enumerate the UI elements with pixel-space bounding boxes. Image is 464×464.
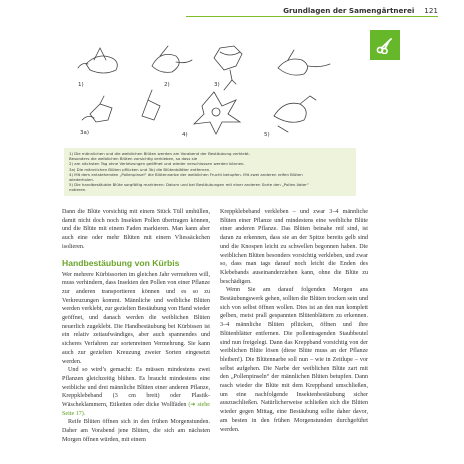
page-reference-link[interactable]: (➔ siehe Seite 17).	[62, 402, 210, 417]
caption-line: wiederholen.	[69, 177, 95, 183]
chapter-tab	[370, 30, 400, 60]
paragraph	[62, 366, 210, 418]
figure-number: 2)	[164, 82, 170, 88]
caption-line: 1) Die männlichen und die weiblichen Blüten werden am Vorabend der Bestäubung verklebt.	[69, 151, 250, 156]
caption-line: 3a) Die männlichen Blüten pflücken und 3b) die Blütenblätter entfernen.	[69, 166, 211, 172]
page-header	[186, 4, 438, 17]
paragraph: Wer mehrere Kürbissorten im gleichen Jahr vermehren will, muss verhindern, dass Insekten den Pollen von einer Pflanze zur anderen transportieren können und es so zu Verkreuzungen kommt. Männliche und weibliche Blüten werden verklebt, zur gezielten Bestäubung von Hand wieder geöffnet, und danach werden die weiblichen Blüten neuerlich zugeklebt. Die Handbestäubung bei Kürbissen ist ein relativ zeitaufwändiges, aber auch spannendes und sicheres Verfahren zur sortenreinen Vermehrung. Sie kann auch zur gezielten Kreuzung zweier Sorten eingesetzt werden.	[62, 271, 210, 365]
flower-drawings	[64, 40, 354, 140]
section-heading: Handbestäubung von Kürbis	[62, 257, 180, 268]
figure-number: 1)	[78, 82, 84, 88]
paragraph: Reife Blüten öffnen sich in den frühen Morgenstunden. Daher am Vorabend jene Blüten, die sich am nächsten Morgen öffnen würden, mit einem	[62, 419, 210, 443]
right-column	[220, 208, 368, 434]
caption-line: Besonders die weiblichen Blüten vorsichtig verkleben, so dass sie	[69, 156, 198, 162]
figure-caption	[64, 148, 356, 196]
paragraph: Kreppklebeband verkleben – und zwar 3–4 männliche Blüten einer Pflanze und mindestens eine weibliche Blüte einer anderen Pflanze. Das Blüten beinahe reif sind, ist daran zu erkennen, dass sie an der Spitze bereits gelb sind und die Knospen leicht zu schwellen begonnen haben. Die weiblichen Blüten besonders vorsichtig verkleben, und zwar so, dass man tags darauf noch leicht die Enden des Klebebands auseinanderziehen kann, ohne die Blüte zu beschädigen.	[220, 209, 368, 285]
page-number: 121	[424, 5, 438, 15]
paragraph: Wenn Sie am darauf folgenden Morgen ans Bestäubungswerk gehen, sollten die Blüten trocken sein und sich von selbst öffnen wollen. Dies ist an den nun komplett gelben, meist prall gespannten Blütenblättern zu erkennen. 3–4 männliche Blüten pflücken, öffnen und ihre Blütenblätter entfernen. Die pollentragenden Staubbeutel sind nun freigelegt. Dann das Kreppband vorsichtig von der weiblichen Blüte lösen (diese Blüte muss an der Pflanze bleiben!). Die Blütennarbe soll nun – wie in Zeitlupe – vor selbst aufgehen. Die Narbe der weiblichen Blüte zart mit den „Pollenpinseln“ der männlichen Blüten betupfen. Dann rasch wieder die Blüte mit dem Kreppband umschließen, um eine nachfolgende Insektenbestäubung sicher auszuschließen. Natürlicherweise schließen sich die Blüten wieder gegen Mittag, eine Bestäubung sollte daher davor, am besten in den frühen Morgenstunden durchgeführt werden.	[220, 287, 368, 433]
scissors-icon	[376, 36, 394, 54]
figure-number: 4)	[182, 132, 188, 138]
bestaeubung-illustrations	[64, 40, 354, 140]
caption-line: notieren.	[69, 187, 87, 193]
figure-number: 3)	[214, 82, 220, 88]
left-column	[62, 208, 210, 445]
caption-line: 5) Die handbestäubte Blüte sorgfältig markieren: Datum und bei Bestäubungen mit einer anderen Sorte den „Pollen-Vater“	[69, 182, 309, 188]
figure-number: 3a)	[80, 130, 90, 136]
paragraph: Dann die Blüte vorsichtig mit einem Stück Tüll umhüllen, damit nicht doch noch Insekten Pollen übertragen können, und die Blüte mit einem Faden markieren. Man kann aber auch eine oder mehr Blüten mit einem Vliessäckchen isolieren.	[62, 209, 210, 250]
figure-number: 5)	[264, 132, 270, 138]
paragraph-text: Und so wird’s gemacht: Es müssen mindestens zwei Pflanzen gleichzeitig blühen. Es braucht mindestens eine weibliche und drei männliche Blüten einer anderen Pflanze, Kreppklebeband (3 cm breit) oder Plastik-Wäscheklammern, Etiketten oder dicke Wollfäden	[62, 367, 210, 409]
caption-line: 2) am nächsten Tag ohne Verletzungen geöffnet und wieder verschlossen werden können.	[69, 161, 245, 167]
caption-line: 4) Mit dem entstehenden „Pollenpinsel“ die Blütennarbe der weiblichen Frucht betupfen. Mit zwei anderen reifen Blüten	[69, 171, 303, 177]
section-title: Grundlagen der Samengärtnerei	[283, 5, 415, 15]
